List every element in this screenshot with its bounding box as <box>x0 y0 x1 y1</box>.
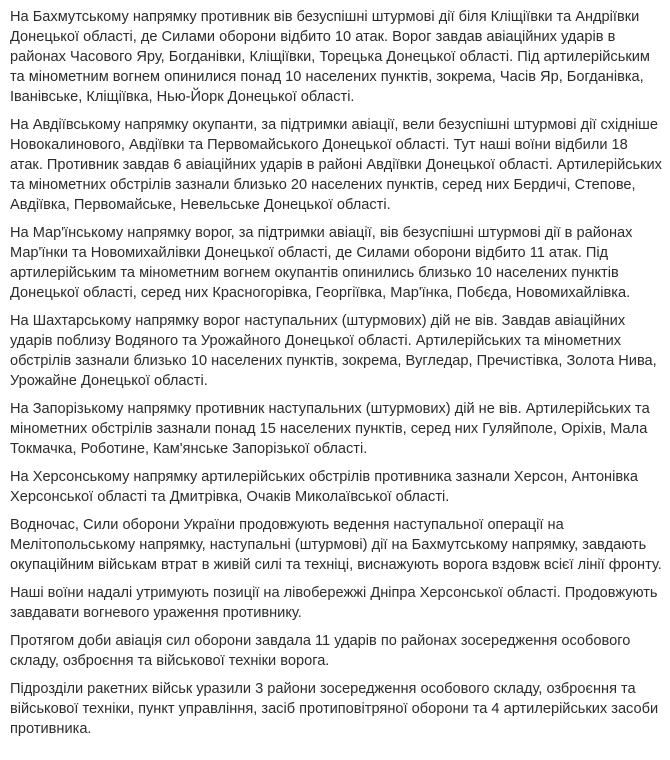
report-paragraph-offensive-operations: Водночас, Сили оборони України продовжують ведення наступальної операції на Мелітопольському напрямку, наступальні (штурмові) дії на Бахмутському напрямку, завдають окупаційним військам втрат в живій силі та техніці, виснажують ворога вздовж всієї лінії фронту. <box>10 517 662 573</box>
report-paragraph-shakhtarsk: На Шахтарському напрямку ворог наступальних (штурмових) дій не вів. Завдав авіаційних ударів поблизу Водяного та Урожайного Донецької області. Артилерійських та мінометних обстрілів зазнали близько 10 населених пунктів, зокрема, Вугледар, Пречистівка, Золота Нива, Урожайне Донецької області. <box>10 313 657 389</box>
report-paragraph-aviation-strikes: Протягом доби авіація сил оборони завдала 11 ударів по районах зосередження особового складу, озброєння та військової техніки ворога. <box>10 633 631 669</box>
report-paragraph-zaporizhzhia: На Запорізькому напрямку противник наступальних (штурмових) дій не вів. Артилерійських та мінометних обстрілів зазнали понад 15 населених пунктів, серед них Гуляйполе, Оріхів, Мала Токмачка, Роботине, Кам'янське Запорізької області. <box>10 401 650 457</box>
report-paragraph-missile-forces: Підрозділи ракетних військ уразили 3 райони зосередження особового складу, озброєння та військової техніки, пункт управління, засіб протиповітряної оборони та 4 артилерійських засоби противника. <box>10 681 659 737</box>
report-paragraph-marinka: На Мар'їнському напрямку ворог, за підтримки авіації, вів безуспішні штурмові дії в районах Мар'їнки та Новомихайлівки Донецької області, де Силами оборони відбито 11 атак. Під артилерійським та мінометним вогнем окупантів опинились близько 10 населених пунктів Донецької області, серед них Красногорівка, Георгіївка, Мар'їнка, Побєда, Новомихайлівка. <box>10 225 633 301</box>
report-paragraph-dnipro-left-bank: Наші воїни надалі утримують позиції на лівобережжі Дніпра Херсонської області. Продовжують завдавати вогневого ураження противнику. <box>10 585 658 621</box>
report-paragraph-bakhmut: На Бахмутському напрямку противник вів безуспішні штурмові дії біля Кліщіївки та Андріївки Донецької області, де Силами оборони відбито 10 атак. Ворог завдав авіаційних ударів в районах Часового Яру, Богданівки, Кліщіївки, Торецька Донецької області. Під артилерійським та мінометним вогнем опинилися понад 10 населених пунктів, зокрема, Часів Яр, Богданівка, Іванівське, Кліщіївка, Нью-Йорк Донецької області. <box>10 9 650 105</box>
report-paragraph-kherson: На Херсонському напрямку артилерійських обстрілів противника зазнали Херсон, Антонівка Херсонської області та Дмитрівка, Очаків Миколаївської області. <box>10 469 638 505</box>
report-paragraph-avdiivka: На Авдіївському напрямку окупанти, за підтримки авіації, вели безуспішні штурмові дії східніше Новокалинового, Авдіївки та Первомайського Донецької області. Тут наші воїни відбили 18 атак. Противник завдав 6 авіаційних ударів в районі Авдіївки Донецької області. Артилерійських та мінометних обстрілів зазнали близько 20 населених пунктів, серед них Бердичі, Степове, Авдіївка, Первомайське, Невельське Донецької області. <box>10 117 662 213</box>
